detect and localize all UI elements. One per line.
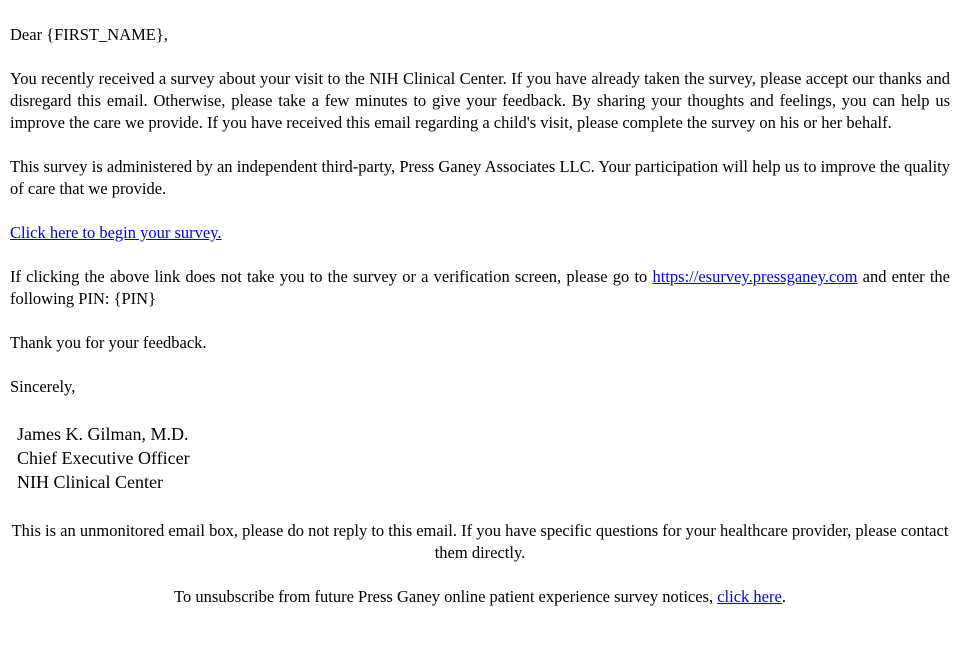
pin-paragraph — [10, 266, 950, 310]
begin-survey-link[interactable]: Click here to begin your survey. — [10, 223, 222, 242]
salutation: Dear {FIRST_NAME}, — [10, 25, 168, 44]
unmonitored-notice: This is an unmonitored email box, please do not reply to this email. If you have specific questions for your healthcare provider, please contact them directly. — [11, 521, 949, 562]
pin-text-after: and enter the following PIN: {PIN} — [10, 267, 950, 308]
pin-text-before: If clicking the above link does not take you to the survey or a verification screen, please go to — [10, 267, 653, 286]
closing-line: Sincerely, — [10, 377, 76, 396]
intro-paragraph: You recently received a survey about your visit to the NIH Clinical Center. If you have already taken the survey, please accept our thanks and disregard this email. Otherwise, please take a few minutes to give your feedback. By sharing your thoughts and feelings, you can help us improve the care we provide. If you have received this email regarding a child's visit, please complete the survey on his or her behalf. — [10, 69, 950, 132]
thanks-line: Thank you for your feedback. — [10, 333, 207, 352]
admin-paragraph: This survey is administered by an independent third-party, Press Ganey Associates LLC. Your participation will help us to improve the quality of care that we provide. — [10, 157, 950, 198]
signature-org: NIH Clinical Center — [17, 472, 163, 492]
unsubscribe-link[interactable]: click here — [717, 587, 782, 606]
survey-link-line — [10, 222, 950, 244]
unsubscribe-line — [10, 586, 950, 608]
unsubscribe-text-before: To unsubscribe from future Press Ganey online patient experience survey notices, — [174, 587, 718, 606]
signature-name: James K. Gilman, M.D. — [17, 424, 189, 444]
signature-title: Chief Executive Officer — [17, 448, 190, 468]
survey-url-link[interactable]: https://esurvey.pressganey.com — [652, 267, 858, 286]
signature-block — [10, 422, 950, 494]
unsubscribe-text-after: . — [781, 587, 786, 606]
